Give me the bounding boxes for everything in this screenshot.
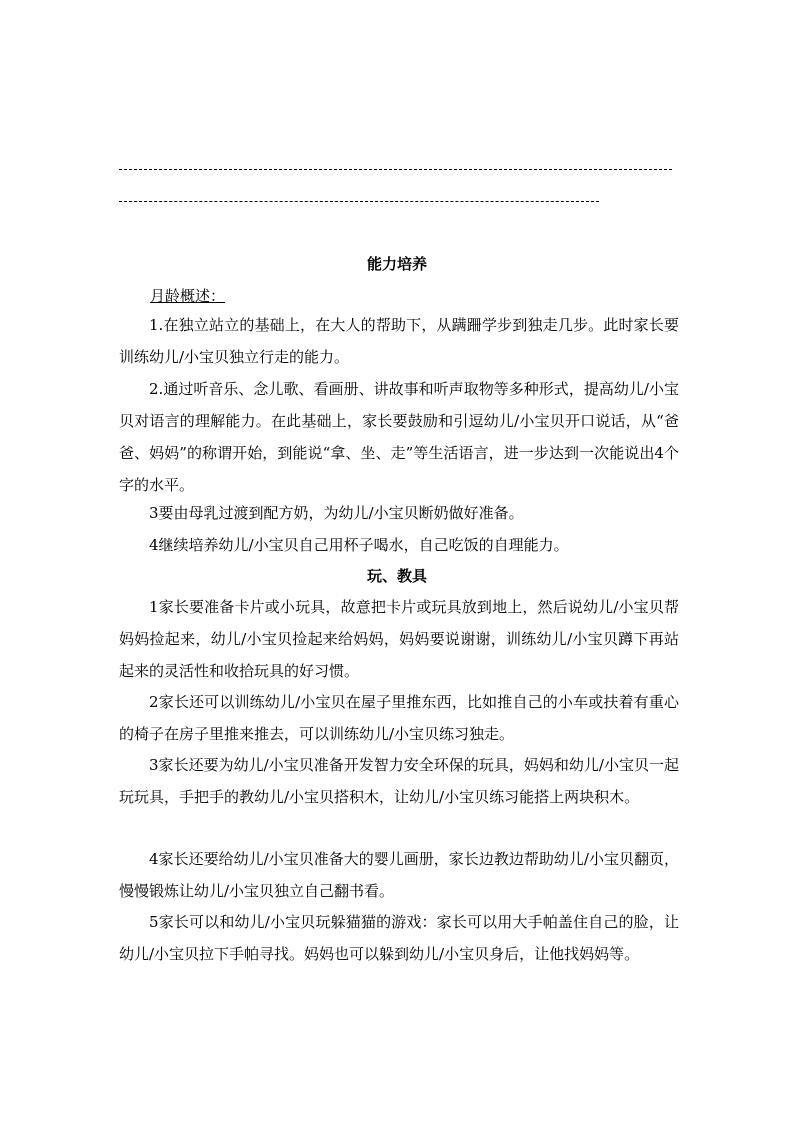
paragraph: 4继续培养幼儿/小宝贝自己用杯子喝水，自己吃饭的自理能力。 <box>149 536 569 554</box>
paragraph: 4家长还要给幼儿/小宝贝准备大的婴儿画册，家长边教边帮助幼儿/小宝贝翻页，慢慢锻炼让幼儿/小宝贝独立自己翻书看。 <box>119 850 679 900</box>
paragraph: 2.通过听音乐、念儿歌、看画册、讲故事和听声取物等多种形式，提高幼儿/小宝贝对语言的理解能力。在此基础上，家长要鼓励和引逗幼儿/小宝贝开口说话，从“爸爸、妈妈”的称谓开始，到能说“拿、坐、走”等生活语言，进一步达到一次能说出4个字的水平。 <box>119 380 679 494</box>
section-title-toys: 玩、教具 <box>366 567 427 585</box>
paragraph: 2家长还可以训练幼儿/小宝贝在屋子里推东西，比如推自己的小车或扶着有重心的椅子在房子里推来推去，可以训练幼儿/小宝贝练习独走。 <box>119 693 679 743</box>
paragraph: 1家长要准备卡片或小玩具，故意把卡片或玩具放到地上，然后说幼儿/小宝贝帮妈妈捡起来，幼儿/小宝贝捡起来给妈妈，妈妈要说谢谢，训练幼儿/小宝贝蹲下再站起来的灵活性和收拾玩具的好习惯。 <box>119 598 679 680</box>
paragraph: 5家长可以和幼儿/小宝贝玩躲猫猫的游戏：家长可以用大手帕盖住自己的脸，让幼儿/小宝贝拉下手帕寻找。妈妈也可以躲到幼儿/小宝贝身后，让他找妈妈等。 <box>119 913 679 963</box>
paragraph: 3要由母乳过渡到配方奶，为幼儿/小宝贝断奶做好准备。 <box>149 504 524 522</box>
section-title-ability: 能力培养 <box>366 255 427 273</box>
dashed-rule-2 <box>119 201 599 202</box>
section-subtitle-overview: 月龄概述： <box>150 287 226 305</box>
paragraph: 1.在独立站立的基础上，在大人的帮助下，从蹒跚学步到独走几步。此时家长要训练幼儿/小宝贝独立行走的能力。 <box>119 316 679 366</box>
paragraph: 3家长还要为幼儿/小宝贝准备开发智力安全环保的玩具，妈妈和幼儿/小宝贝一起玩玩具，手把手的教幼儿/小宝贝搭积木，让幼儿/小宝贝练习能搭上两块积木。 <box>119 756 679 806</box>
dashed-rule-1 <box>119 169 672 170</box>
